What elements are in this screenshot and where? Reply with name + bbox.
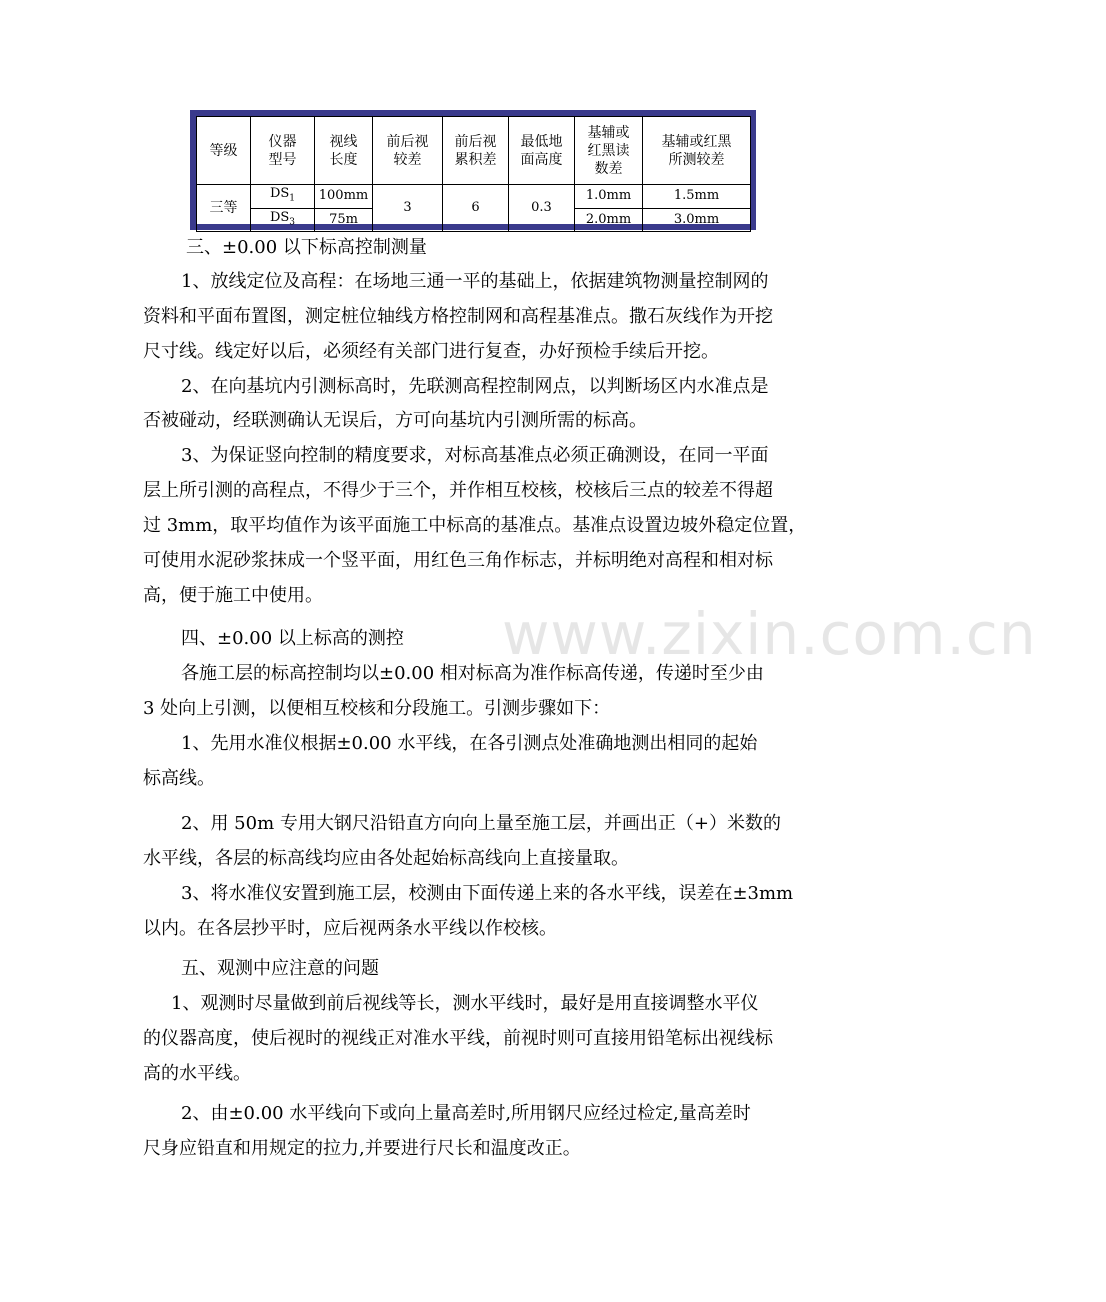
header-cell: 最低地 面高度 <box>509 117 575 185</box>
leveling-spec-table <box>196 116 751 232</box>
min-height-cell: 0.3 <box>509 185 575 232</box>
paragraph-line: 尺身应铅直和用规定的拉力,并要进行尺长和温度改正。 <box>143 1138 581 1159</box>
paragraph-line: 1、先用水准仪根据±0.00 水平线，在各引测点处准确地测出相同的起始 <box>181 733 758 754</box>
paragraph-line: 2、用 50m 专用大钢尺沿铅直方向向上量至施工层，并画出正（+）米数的 <box>181 813 781 834</box>
header-cell: 视线 长度 <box>315 117 373 185</box>
model-cell <box>251 185 315 209</box>
paragraph-line: 尺寸线。线定好以后，必须经有关部门进行复查，办好预检手续后开挖。 <box>143 341 719 362</box>
model-text: DS <box>269 209 290 225</box>
model-cell <box>251 208 315 232</box>
header-cell: 前后视 较差 <box>373 117 443 185</box>
spec-table-frame <box>190 110 756 230</box>
paragraph-line: 高的水平线。 <box>143 1063 251 1084</box>
table-header-row <box>197 117 751 185</box>
header-cell: 基辅或 红黑读 数差 <box>575 117 643 185</box>
read-diff-cell: 1.0mm <box>575 185 643 209</box>
site-watermark: www.zixin.com.cn <box>502 600 1037 668</box>
paragraph-line: 3 处向上引测，以便相互校核和分段施工。引测步骤如下： <box>143 698 611 719</box>
paragraph-line: 3、为保证竖向控制的精度要求，对标高基准点必须正确测设，在同一平面 <box>181 445 769 466</box>
read-diff-cell: 2.0mm <box>575 208 643 232</box>
paragraph-line: 过 3mm，取平均值作为该平面施工中标高的基准点。基准点设置边坡外稳定位置， <box>143 515 807 536</box>
paragraph-line: 水平线，各层的标高线均应由各处起始标高线向上直接量取。 <box>143 848 629 869</box>
grade-cell: 三等 <box>197 185 251 232</box>
model-subscript: 3 <box>289 217 296 228</box>
table-row <box>197 185 751 209</box>
paragraph-line: 1、放线定位及高程：在场地三通一平的基础上，依据建筑物测量控制网的 <box>181 271 769 292</box>
spec-table-inner <box>196 116 750 228</box>
cumulative-diff-cell: 6 <box>443 185 509 232</box>
sight-length-cell: 100mm <box>315 185 373 209</box>
paragraph-line: 2、由±0.00 水平线向下或向上量高差时,所用钢尺应经过检定,量高差时 <box>181 1103 751 1124</box>
paragraph-line: 以内。在各层抄平时，应后视两条水平线以作校核。 <box>143 918 557 939</box>
paragraph-line: 可使用水泥砂浆抹成一个竖平面，用红色三角作标志，并标明绝对高程和相对标 <box>143 550 773 571</box>
paragraph-line: 3、将水准仪安置到施工层，校测由下面传递上来的各水平线，误差在±3mm <box>181 883 794 904</box>
section-heading: 三、±0.00 以下标高控制测量 <box>186 237 427 258</box>
header-cell: 基辅或红黑 所测较差 <box>643 117 751 185</box>
paragraph-line: 1、观测时尽量做到前后视线等长，测水平线时，最好是用直接调整水平仪 <box>171 993 759 1014</box>
paragraph-line: 2、在向基坑内引测标高时，先联测高程控制网点，以判断场区内水准点是 <box>181 376 769 397</box>
paragraph-line: 标高线。 <box>143 768 215 789</box>
header-cell: 仪器 型号 <box>251 117 315 185</box>
section-heading: 四、±0.00 以上标高的测控 <box>181 628 404 649</box>
paragraph-line: 层上所引测的高程点，不得少于三个，并作相互校核，校核后三点的较差不得超 <box>143 480 773 501</box>
header-cell: 前后视 累积差 <box>443 117 509 185</box>
paragraph-line: 的仪器高度，使后视时的视线正对准水平线，前视时则可直接用铅笔标出视线标 <box>143 1028 773 1049</box>
front-back-diff-cell: 3 <box>373 185 443 232</box>
sight-length-cell: 75m <box>315 208 373 232</box>
paragraph-line: 高，便于施工中使用。 <box>143 585 323 606</box>
measured-diff-cell: 3.0mm <box>643 208 751 232</box>
paragraph-line: 否被碰动，经联测确认无误后，方可向基坑内引测所需的标高。 <box>143 410 647 431</box>
header-cell: 等级 <box>197 117 251 185</box>
section-heading: 五、观测中应注意的问题 <box>181 958 379 979</box>
model-subscript: 1 <box>289 193 296 204</box>
paragraph-line: 各施工层的标高控制均以±0.00 相对标高为准作标高传递，传递时至少由 <box>181 663 764 684</box>
model-text: DS <box>269 186 290 201</box>
paragraph-line: 资料和平面布置图，测定桩位轴线方格控制网和高程基准点。撒石灰线作为开挖 <box>143 306 773 327</box>
measured-diff-cell: 1.5mm <box>643 185 751 209</box>
